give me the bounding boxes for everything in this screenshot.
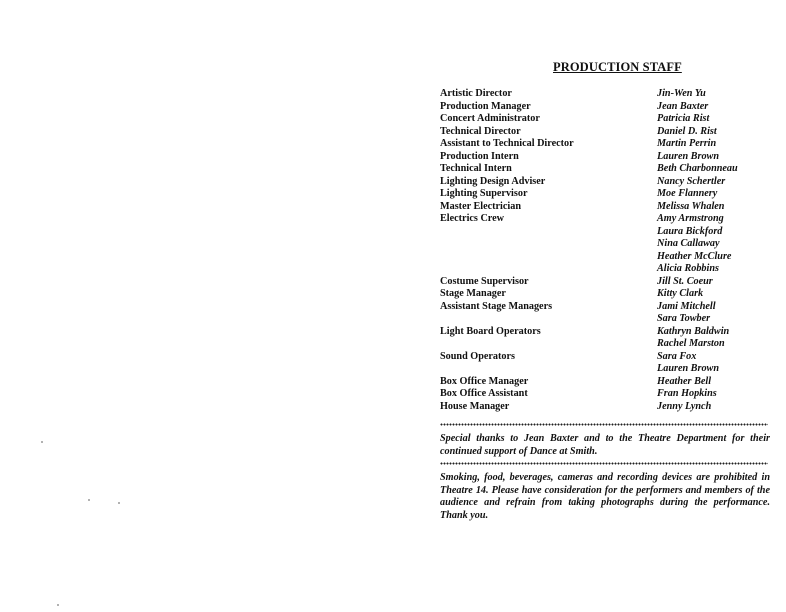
staff-role: Technical Intern [440, 163, 512, 174]
staff-row [440, 213, 770, 226]
staff-name: Jin-Wen Yu [657, 88, 706, 99]
staff-row [440, 313, 770, 326]
staff-role: Artistic Director [440, 88, 512, 99]
staff-name: Jill St. Coeur [657, 275, 713, 287]
staff-name: Sara Fox [657, 350, 697, 362]
staff-name: Beth Charbonneau [657, 163, 738, 174]
production-staff-list [440, 88, 770, 413]
staff-role: Sound Operators [440, 350, 516, 362]
staff-name: Sara Towber [657, 313, 711, 324]
staff-role: Assistant to Technical Director [440, 138, 574, 149]
staff-name: Jenny Lynch [657, 400, 712, 412]
staff-row [440, 126, 770, 139]
scan-speck [118, 502, 120, 504]
staff-role: Light Board Operators [440, 325, 541, 337]
staff-row [440, 363, 770, 376]
staff-row [440, 263, 770, 276]
staff-name: Moe Flannery [657, 188, 718, 199]
staff-row [440, 113, 770, 126]
staff-name: Nina Callaway [657, 238, 720, 249]
staff-role: Technical Director [440, 125, 521, 137]
staff-name: Heather McClure [657, 250, 732, 262]
staff-row [440, 301, 770, 314]
staff-row [440, 226, 770, 239]
staff-row [440, 276, 770, 289]
staff-name: Jean Baxter [657, 100, 709, 112]
staff-row [440, 201, 770, 214]
staff-name: Nancy Schertler [657, 175, 726, 187]
staff-row [440, 151, 770, 164]
scan-speck [57, 604, 59, 606]
staff-row [440, 101, 770, 114]
staff-row [440, 351, 770, 364]
staff-name: Fran Hopkins [657, 388, 717, 399]
staff-role: Box Office Assistant [440, 388, 528, 399]
staff-role: Stage Manager [440, 288, 506, 299]
staff-role: Production Intern [440, 150, 519, 162]
staff-role: Lighting Design Adviser [440, 175, 546, 187]
staff-row [440, 176, 770, 189]
staff-role: Master Electrician [440, 200, 521, 212]
staff-row [440, 338, 770, 351]
staff-name: Heather Bell [657, 375, 712, 387]
staff-name: Melissa Whalen [657, 200, 725, 212]
staff-name: Rachel Marston [657, 338, 725, 349]
scan-speck [41, 441, 43, 443]
staff-name: Jami Mitchell [657, 300, 716, 312]
staff-name: Lauren Brown [657, 150, 719, 162]
staff-row [440, 188, 770, 201]
page-title: PRODUCTION STAFF [553, 60, 682, 74]
prohibition-notice: Smoking, food, beverages, cameras and recording devices are prohibited in Theatre 14. Please have consideration for the performers and members of the audience and refrain from taking photographs during the performance. Thank you. [440, 472, 770, 521]
staff-name: Kitty Clark [657, 288, 704, 299]
staff-row [440, 401, 770, 414]
staff-row [440, 388, 770, 401]
staff-role: Costume Supervisor [440, 275, 529, 287]
staff-row [440, 88, 770, 101]
staff-row [440, 376, 770, 389]
scan-speck [88, 499, 90, 501]
staff-name: Alicia Robbins [657, 263, 719, 274]
staff-name: Patricia Rist [657, 113, 710, 124]
staff-role: Lighting Supervisor [440, 188, 528, 199]
staff-role: Electrics Crew [440, 213, 505, 224]
staff-row [440, 138, 770, 151]
staff-row [440, 326, 770, 339]
staff-name: Martin Perrin [657, 138, 717, 149]
staff-role: Assistant Stage Managers [440, 300, 553, 312]
staff-name: Lauren Brown [657, 363, 719, 374]
staff-name: Kathryn Baldwin [657, 325, 730, 337]
staff-row [440, 163, 770, 176]
staff-name: Daniel D. Rist [657, 125, 717, 137]
staff-name: Laura Bickford [657, 225, 723, 237]
dotted-divider-middle [440, 462, 768, 465]
staff-row [440, 288, 770, 301]
staff-role: Box Office Manager [440, 375, 529, 387]
staff-row [440, 238, 770, 251]
staff-role: Concert Administrator [440, 113, 540, 124]
staff-name: Amy Armstrong [657, 213, 724, 224]
staff-role: Production Manager [440, 100, 531, 112]
staff-row [440, 251, 770, 264]
dotted-divider-top [440, 423, 768, 426]
staff-role: House Manager [440, 400, 510, 412]
special-thanks-note: Special thanks to Jean Baxter and to the Theatre Department for their continued support of Dance at Smith. [440, 433, 770, 457]
